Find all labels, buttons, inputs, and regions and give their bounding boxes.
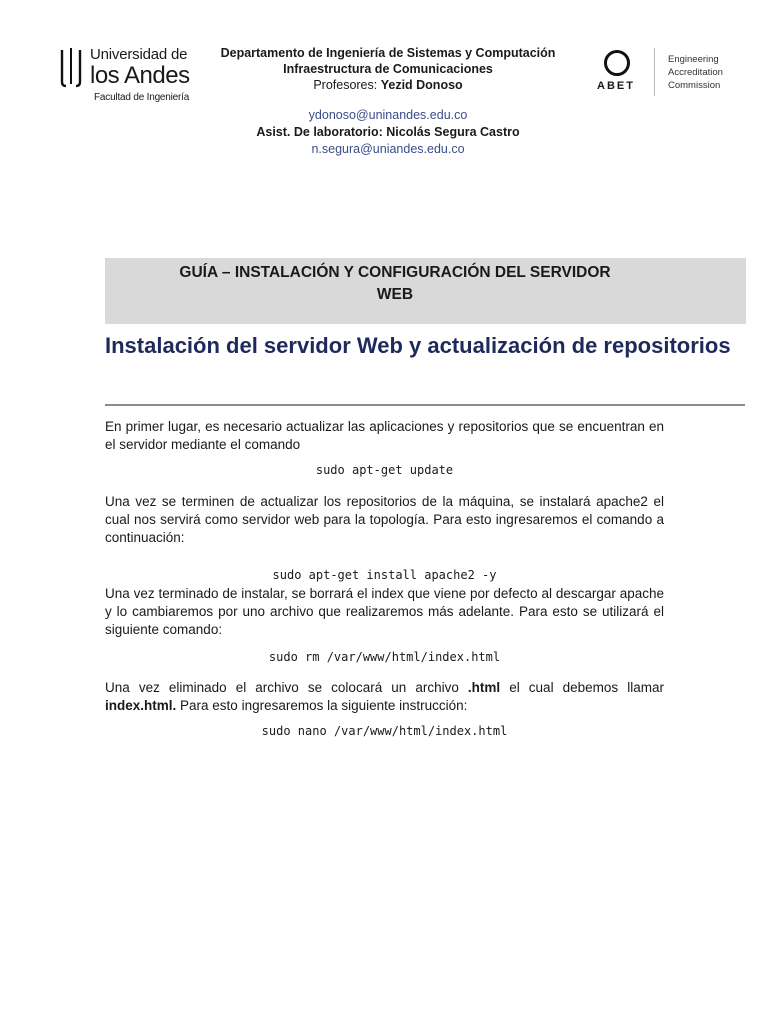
p4-text-c: el cual debemos llamar [509, 680, 664, 695]
professors-line [200, 77, 576, 93]
section-divider [105, 404, 745, 406]
abet-line3: Commission [668, 80, 721, 91]
university-crest-icon [56, 46, 86, 88]
command-update: sudo apt-get update [315, 463, 454, 477]
universidad-de-los-andes-logo [56, 44, 196, 108]
paragraph-install-apache: Una vez se terminen de actualizar los repositorios de la máquina, se instalará apache2 el cual nos servirá como servidor web para la topología. Para esto ingresaremos el comando a continuación: [105, 494, 664, 545]
p4-bold-index: index.html. [105, 698, 177, 713]
course-name: Infraestructura de Comunicaciones [283, 62, 493, 76]
abet-logo [596, 46, 746, 102]
abet-divider [654, 48, 655, 96]
professor-email-link[interactable]: ydonoso@uninandes.edu.co [308, 108, 468, 122]
paragraph-remove-index: Una vez terminado de instalar, se borrará el index que viene por defecto al descargar apache y lo cambiaremos por uno archivo que realizaremos más adelante. Para esto se utilizará el siguiente comando: [105, 586, 664, 637]
guide-title-line2: WEB [376, 286, 414, 303]
paragraph-create-index [105, 679, 664, 715]
header-institution-block [200, 45, 576, 93]
command-install-apache: sudo apt-get install apache2 -y [272, 568, 497, 582]
command-remove-index: sudo rm /var/www/html/index.html [268, 650, 501, 664]
abet-ring-icon [604, 50, 630, 76]
abet-line1: Engineering [668, 54, 719, 65]
professors-label: Profesores: [313, 78, 378, 92]
professor-name: Yezid Donoso [380, 78, 463, 92]
command-nano-index: sudo nano /var/www/html/index.html [261, 724, 508, 738]
paragraph-update: En primer lugar, es necesario actualizar las aplicaciones y repositorios que se encuentran en el servidor mediante el comando [105, 419, 664, 452]
assistant-email-link[interactable]: n.segura@uniandes.edu.co [311, 142, 465, 156]
section-heading: Instalación del servidor Web y actualización de repositorios [105, 333, 731, 358]
guide-title [105, 262, 685, 306]
abet-line2: Accreditation [668, 67, 723, 78]
header-contact-block [200, 107, 576, 158]
university-name-line2: los Andes [90, 62, 190, 89]
faculty-name: Facultad de Ingeniería [94, 92, 190, 103]
p4-bold-html: .html [467, 680, 501, 695]
guide-title-line1: GUÍA – INSTALACIÓN Y CONFIGURACIÓN DEL SERVIDOR [179, 264, 611, 281]
abet-wordmark: ABET [597, 80, 635, 92]
department-name: Departamento de Ingeniería de Sistemas y Computación [220, 46, 556, 60]
lab-assistant-line: Asist. De laboratorio: Nicolás Segura Castro [256, 125, 520, 139]
abet-commission-text [668, 53, 723, 92]
p4-text-e: Para esto ingresaremos la siguiente instrucción: [180, 698, 468, 713]
university-name-line1: Universidad de [90, 46, 188, 63]
p4-text-a: Una vez eliminado el archivo se colocará un archivo [105, 680, 459, 695]
guide-title-band [105, 258, 746, 324]
